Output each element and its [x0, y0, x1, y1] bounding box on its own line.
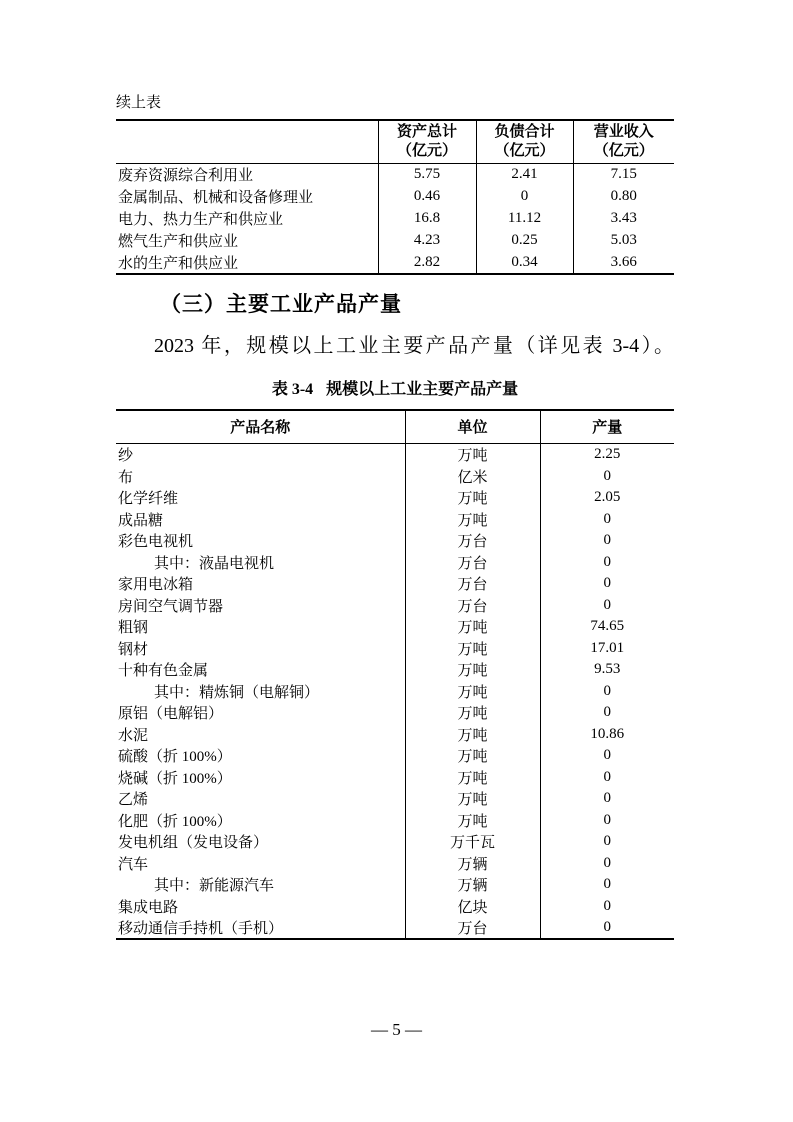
- header-line: 营业收入: [593, 124, 654, 140]
- output-cell: 0: [540, 465, 674, 487]
- product-name-cell: 粗钢: [118, 620, 149, 637]
- product-name-cell: 钢材: [118, 641, 149, 658]
- product-name-cell: 其中：精炼铜（电解铜）: [154, 684, 320, 701]
- continued-table-label: 续上表: [116, 95, 162, 111]
- liabilities-cell: 0: [476, 186, 573, 208]
- liabilities-cell: 11.12: [476, 208, 573, 230]
- assets-cell: 16.8: [378, 208, 476, 230]
- table-caption-title: 规模以上工业主要产品产量: [326, 380, 519, 398]
- output-cell: 0: [540, 745, 674, 767]
- table-row: [116, 164, 674, 186]
- output-cell: 0: [540, 551, 674, 573]
- unit-cell: 亿块: [405, 895, 540, 917]
- unit-cell: 万吨: [405, 702, 540, 724]
- unit-cell: 万吨: [405, 723, 540, 745]
- industry-name-cell: 废弃资源综合利用业: [118, 168, 254, 185]
- unit-cell: 万吨: [405, 788, 540, 810]
- product-name-cell: 成品糖: [118, 512, 164, 529]
- output-cell: 0: [540, 809, 674, 831]
- table-row: [116, 616, 674, 638]
- product-name-cell: 彩色电视机: [118, 534, 194, 551]
- table-row: [116, 917, 674, 940]
- table-caption: [116, 380, 674, 400]
- header-line: （亿元）: [494, 143, 555, 159]
- table-row: [116, 809, 674, 831]
- assets-cell: 0.46: [378, 186, 476, 208]
- table-row: [116, 443, 674, 465]
- unit-cell: 万台: [405, 594, 540, 616]
- product-name-cell: 移动通信手持机（手机）: [118, 921, 284, 938]
- product-name-cell: 其中：新能源汽车: [154, 878, 275, 895]
- products-output-table-header: [116, 410, 674, 444]
- revenue-cell: 5.03: [573, 229, 674, 251]
- unit-cell: 万台: [405, 551, 540, 573]
- header-line: （亿元）: [593, 143, 654, 159]
- table-row: [116, 745, 674, 767]
- liabilities-cell: 2.41: [476, 164, 573, 186]
- unit-cell: 万吨: [405, 616, 540, 638]
- header-line: 负债合计: [494, 124, 555, 140]
- output-cell: 0: [540, 852, 674, 874]
- table-row: [116, 208, 674, 230]
- unit-cell: 万辆: [405, 852, 540, 874]
- output-cell: 0: [540, 766, 674, 788]
- table-row: [116, 594, 674, 616]
- product-name-cell: 乙烯: [118, 792, 149, 809]
- table-caption-label: 表 3-4: [271, 380, 314, 398]
- industry-financials-table-body: [116, 164, 674, 274]
- industry-financials-table-header: [116, 120, 674, 164]
- unit-cell: 万辆: [405, 874, 540, 896]
- unit-cell: 万台: [405, 573, 540, 595]
- table-row: [116, 659, 674, 681]
- output-cell: 17.01: [540, 637, 674, 659]
- table-row: [116, 874, 674, 896]
- output-cell: 0: [540, 917, 674, 940]
- table-row: [116, 487, 674, 509]
- header-line: 资产总计: [396, 124, 457, 140]
- table-header-row: [116, 120, 674, 164]
- product-name-cell: 发电机组（发电设备）: [118, 835, 269, 852]
- body-paragraph: 2023 年，规模以上工业主要产品产量（详见表 3-4）。: [154, 334, 674, 357]
- industry-financials-table: [116, 119, 674, 275]
- product-name-cell: 原铝（电解铝）: [118, 706, 224, 723]
- industry-name-cell: 金属制品、机械和设备修理业: [118, 190, 314, 207]
- product-name-cell: 汽车: [118, 856, 149, 873]
- industry-name-cell: 燃气生产和供应业: [118, 233, 239, 250]
- industry-name-cell: 水的生产和供应业: [118, 255, 239, 272]
- empty-header-cell: [116, 120, 378, 164]
- product-name-cell: 化学纤维: [118, 491, 179, 508]
- output-cell: 0: [540, 874, 674, 896]
- product-name-cell: 其中：液晶电视机: [154, 555, 275, 572]
- unit-cell: 万吨: [405, 745, 540, 767]
- unit-cell: 万吨: [405, 443, 540, 465]
- output-cell: 2.05: [540, 487, 674, 509]
- product-name-column-header: 产品名称: [116, 410, 405, 444]
- assets-cell: 2.82: [378, 251, 476, 274]
- unit-cell: 万吨: [405, 680, 540, 702]
- output-cell: 0: [540, 508, 674, 530]
- liabilities-column-header: [476, 120, 573, 164]
- product-name-cell: 布: [118, 469, 134, 486]
- product-name-cell: 硫酸（折 100%）: [118, 749, 232, 766]
- output-column-header: 产量: [540, 410, 674, 444]
- unit-cell: 万千瓦: [405, 831, 540, 853]
- table-row: [116, 680, 674, 702]
- table-row: [116, 702, 674, 724]
- product-name-cell: 集成电路: [118, 899, 179, 916]
- unit-column-header: 单位: [405, 410, 540, 444]
- revenue-cell: 3.43: [573, 208, 674, 230]
- product-name-cell: 水泥: [118, 727, 149, 744]
- industry-name-cell: 电力、热力生产和供应业: [118, 211, 284, 228]
- header-line: （亿元）: [396, 143, 457, 159]
- unit-cell: 万台: [405, 917, 540, 940]
- table-row: [116, 895, 674, 917]
- assets-column-header: [378, 120, 476, 164]
- output-cell: 0: [540, 895, 674, 917]
- unit-cell: 万吨: [405, 508, 540, 530]
- table-row: [116, 637, 674, 659]
- unit-cell: 万台: [405, 530, 540, 552]
- output-cell: 0: [540, 680, 674, 702]
- unit-cell: 万吨: [405, 766, 540, 788]
- unit-cell: 万吨: [405, 659, 540, 681]
- product-name-cell: 十种有色金属: [118, 663, 209, 680]
- table-row: [116, 186, 674, 208]
- table-row: [116, 508, 674, 530]
- output-cell: 0: [540, 702, 674, 724]
- section-heading: （三）主要工业产品产量: [160, 291, 402, 316]
- revenue-cell: 7.15: [573, 164, 674, 186]
- revenue-cell: 0.80: [573, 186, 674, 208]
- output-cell: 0: [540, 788, 674, 810]
- table-row: [116, 788, 674, 810]
- liabilities-cell: 0.34: [476, 251, 573, 274]
- output-cell: 74.65: [540, 616, 674, 638]
- output-cell: 0: [540, 573, 674, 595]
- unit-cell: 万吨: [405, 487, 540, 509]
- assets-cell: 5.75: [378, 164, 476, 186]
- product-name-cell: 化肥（折 100%）: [118, 813, 232, 830]
- product-name-cell: 房间空气调节器: [118, 598, 224, 615]
- product-name-cell: 家用电冰箱: [118, 577, 194, 594]
- table-row: [116, 465, 674, 487]
- product-name-cell: 纱: [118, 448, 134, 465]
- assets-cell: 4.23: [378, 229, 476, 251]
- page-number: — 5 —: [371, 1020, 422, 1039]
- table-row: [116, 229, 674, 251]
- table-row: [116, 723, 674, 745]
- table-row: [116, 530, 674, 552]
- output-cell: 2.25: [540, 443, 674, 465]
- unit-cell: 亿米: [405, 465, 540, 487]
- output-cell: 0: [540, 831, 674, 853]
- output-cell: 9.53: [540, 659, 674, 681]
- products-output-table-body: [116, 443, 674, 939]
- table-row: [116, 766, 674, 788]
- unit-cell: 万吨: [405, 809, 540, 831]
- product-name-cell: 烧碱（折 100%）: [118, 770, 232, 787]
- table-row: [116, 573, 674, 595]
- table-row: [116, 251, 674, 274]
- table-row: [116, 831, 674, 853]
- output-cell: 0: [540, 530, 674, 552]
- revenue-column-header: [573, 120, 674, 164]
- table-row: [116, 551, 674, 573]
- liabilities-cell: 0.25: [476, 229, 573, 251]
- unit-cell: 万吨: [405, 637, 540, 659]
- output-cell: 0: [540, 594, 674, 616]
- revenue-cell: 3.66: [573, 251, 674, 274]
- page-content: [116, 95, 674, 940]
- output-cell: 10.86: [540, 723, 674, 745]
- products-output-table: [116, 409, 674, 941]
- table-header-row: [116, 410, 674, 444]
- table-row: [116, 852, 674, 874]
